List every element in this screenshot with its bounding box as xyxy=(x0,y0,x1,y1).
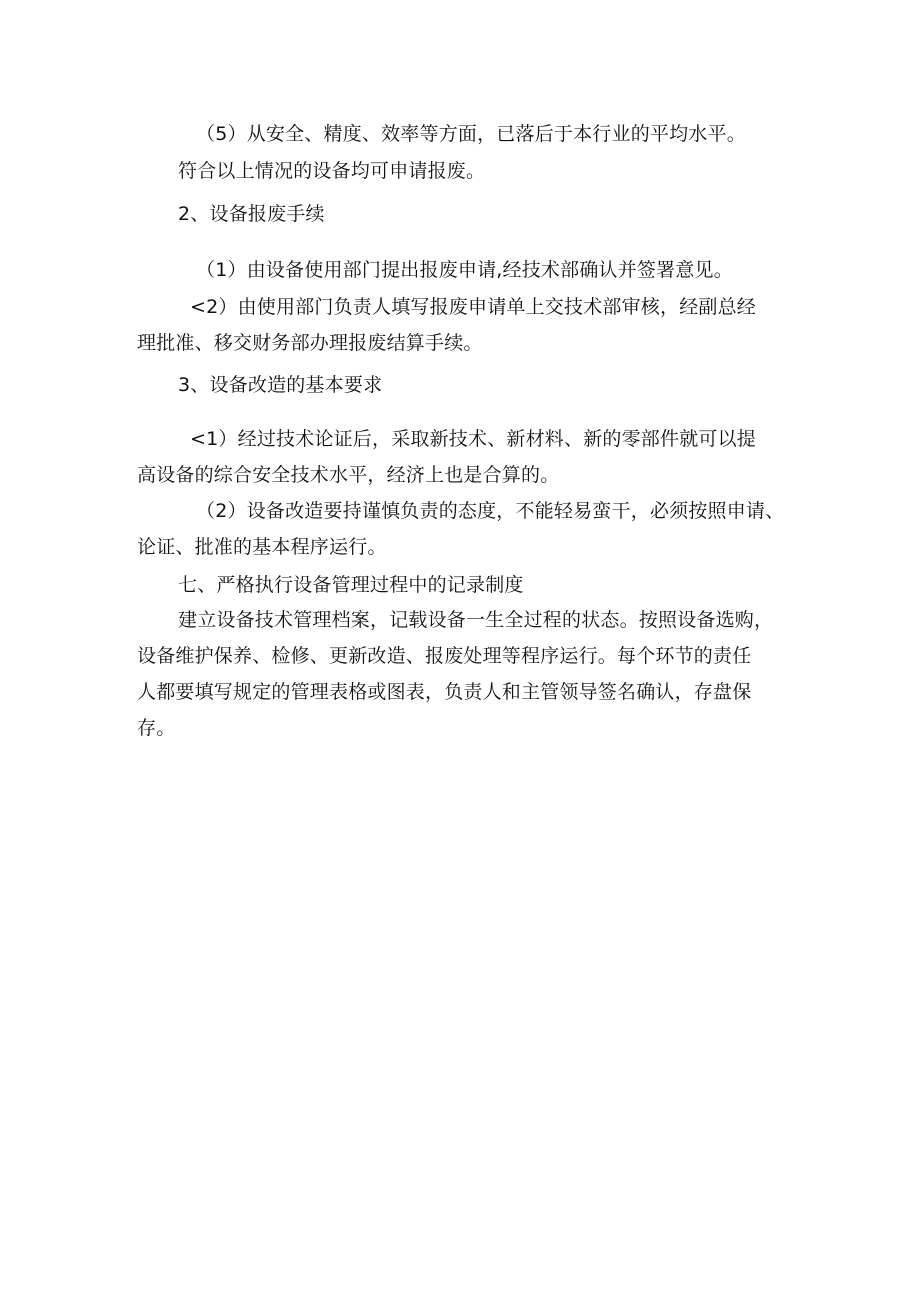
paragraph-modification-2-line-2: 论证、批准的基本程序运行。 xyxy=(137,536,387,558)
paragraph-procedure-1: （1）由设备使用部门提出报废申请,经技术部确认并签署意见。 xyxy=(196,259,733,281)
paragraph-records-line-1: 建立设备技术管理档案，记载设备一生全过程的状态。按照设备选购， xyxy=(178,609,774,631)
paragraph-modification-1-line-2: 高设备的综合安全技术水平，经济上也是合算的。 xyxy=(137,464,560,486)
paragraph-records-line-3: 人都要填写规定的管理表格或图表，负责人和主管领导签名确认，存盘保 xyxy=(137,681,752,703)
paragraph-modification-1-line-1: <1）经过技术论证后，采取新技术、新材料、新的零部件就可以提 xyxy=(190,428,757,450)
paragraph-scrap-summary: 符合以上情况的设备均可申请报废。 xyxy=(178,160,486,182)
paragraph-records-line-4: 存。 xyxy=(137,717,176,739)
section-heading-modification-requirements: 3、设备改造的基本要求 xyxy=(178,374,383,396)
paragraph-procedure-2-line-2: 理批准、移交财务部办理报废结算手续。 xyxy=(137,332,483,354)
paragraph-records-line-2: 设备维护保养、检修、更新改造、报废处理等程序运行。每个环节的责任 xyxy=(137,645,752,667)
paragraph-item-5: （5）从安全、精度、效率等方面，已落后于本行业的平均水平。 xyxy=(196,123,746,145)
section-heading-scrap-procedure: 2、设备报废手续 xyxy=(178,203,325,225)
paragraph-procedure-2-line-1: <2）由使用部门负责人填写报废申请单上交技术部审核，经副总经 xyxy=(190,296,757,318)
section-heading-records-system: 七、严格执行设备管理过程中的记录制度 xyxy=(178,574,524,596)
paragraph-modification-2-line-1: （2）设备改造要持谨慎负责的态度，不能轻易蛮干，必须按照申请、 xyxy=(196,500,785,522)
